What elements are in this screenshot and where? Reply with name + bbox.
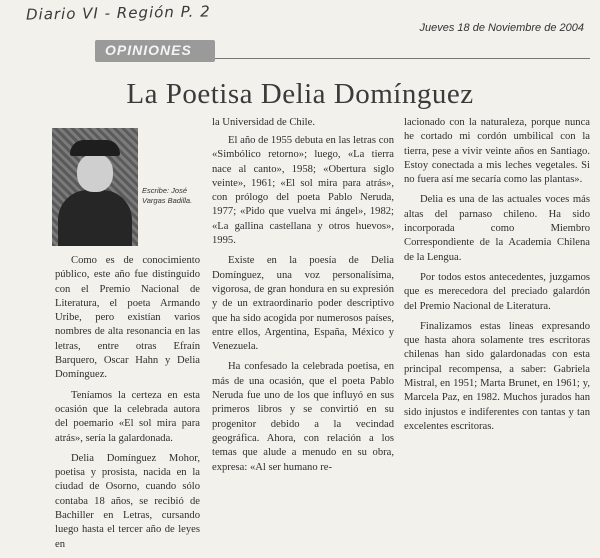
publication-date: Jueves 18 de Noviembre de 2004: [419, 22, 584, 34]
article-title: La Poetisa Delia Domínguez: [126, 78, 474, 110]
section-label: OPINIONES: [105, 42, 192, 58]
paragraph: Teníamos la certeza en esta ocasión que la celebrada autora del poemario «El sol mira para atrás», sería la galardonada.: [55, 389, 200, 444]
column-two: [212, 134, 394, 481]
author-photo: [52, 128, 138, 246]
section-rule: [215, 58, 590, 59]
handwritten-note: Diario VI - Región P. 2: [25, 2, 211, 24]
paragraph: Como es de conocimiento público, este año fue distinguido con el Premio Nacional de Literatura, el poeta Armando Uribe, pero existían varios nombres de alta resonancia en las letras, entre otras Efraín Barquero, Oscar Hahn y Delia Domínguez.: [55, 255, 200, 381]
paragraph: Por todos estos antecedentes, juzgamos que es merecedora del preciado galardón del Premio Nacional de Literatura.: [404, 271, 590, 312]
paragraph: Finalizamos estas líneas expresando que hasta ahora solamente tres escritoras chilenas han sido galardonadas con esta principal recompensa, a saber: Gabriela Mistral, en 1951; Marta Brunet, en 1961; y, Marcela Paz, en 1982. Muchos jurados han sido injustos e indiferentes con tantas y tan excelentes escritoras.: [404, 320, 590, 432]
paragraph: Existe en la poesía de Delia Domínguez, una voz personalísima, vigorosa, de gran hondura en su expresión y de un extraordinario poder descriptivo que ha sido acogida por numerosos países, entre ellos, Argentina, España, México y Venezuela.: [212, 255, 394, 353]
paragraph: la Universidad de Chile.: [212, 117, 315, 128]
paragraph: Delia es una de las actuales voces más altas del parnaso chileno. Ha sido incorporada como Miembro Correspondiente de la Academia Chilena de la Lengua.: [404, 194, 590, 263]
photo-caption: Escribe: José Vargas Badilla.: [142, 186, 193, 205]
paragraph: Delia Domínguez Mohor, poetisa y prosista, nacida en la ciudad de Osorno, cuando sólo contaba 18 años, se recibió de Bachiller en Letras, cursando luego hasta el tercer año de leyes en: [55, 452, 200, 550]
column-three: [404, 116, 590, 440]
paragraph: lacionado con la naturaleza, porque nunca he cortado mi cordón umbilical con la tierra, pese a vivir veinte años en Santiago. Estoy conectada a mis leches vegetales. Si no fuera así me secaría como las plantas».: [404, 117, 590, 186]
column-one: [55, 254, 200, 558]
paragraph: Ha confesado la celebrada poetisa, en más de una ocasión, que el poeta Pablo Neruda fue uno de los que influyó en sus primeros libros y se convirtió en su progenitor debido a la vecindad geográfica. Ahora, con relación a los temas que alude a menudo en su obra, expresa: «Al ser humano re-: [212, 361, 394, 473]
paragraph: El año de 1955 debuta en las letras con «Simbólico retorno»; luego, «La tierra nace al canto», 1958; «Obertura siglo veinte», 1961; «El sol mira para atrás», con prólogo del poeta Pablo Neruda, 1977; «Pido que vuelva mi ángel», 1982; «La gallina castellana y otros huevos», 1995.: [212, 135, 394, 247]
column-two-start: [212, 116, 394, 130]
